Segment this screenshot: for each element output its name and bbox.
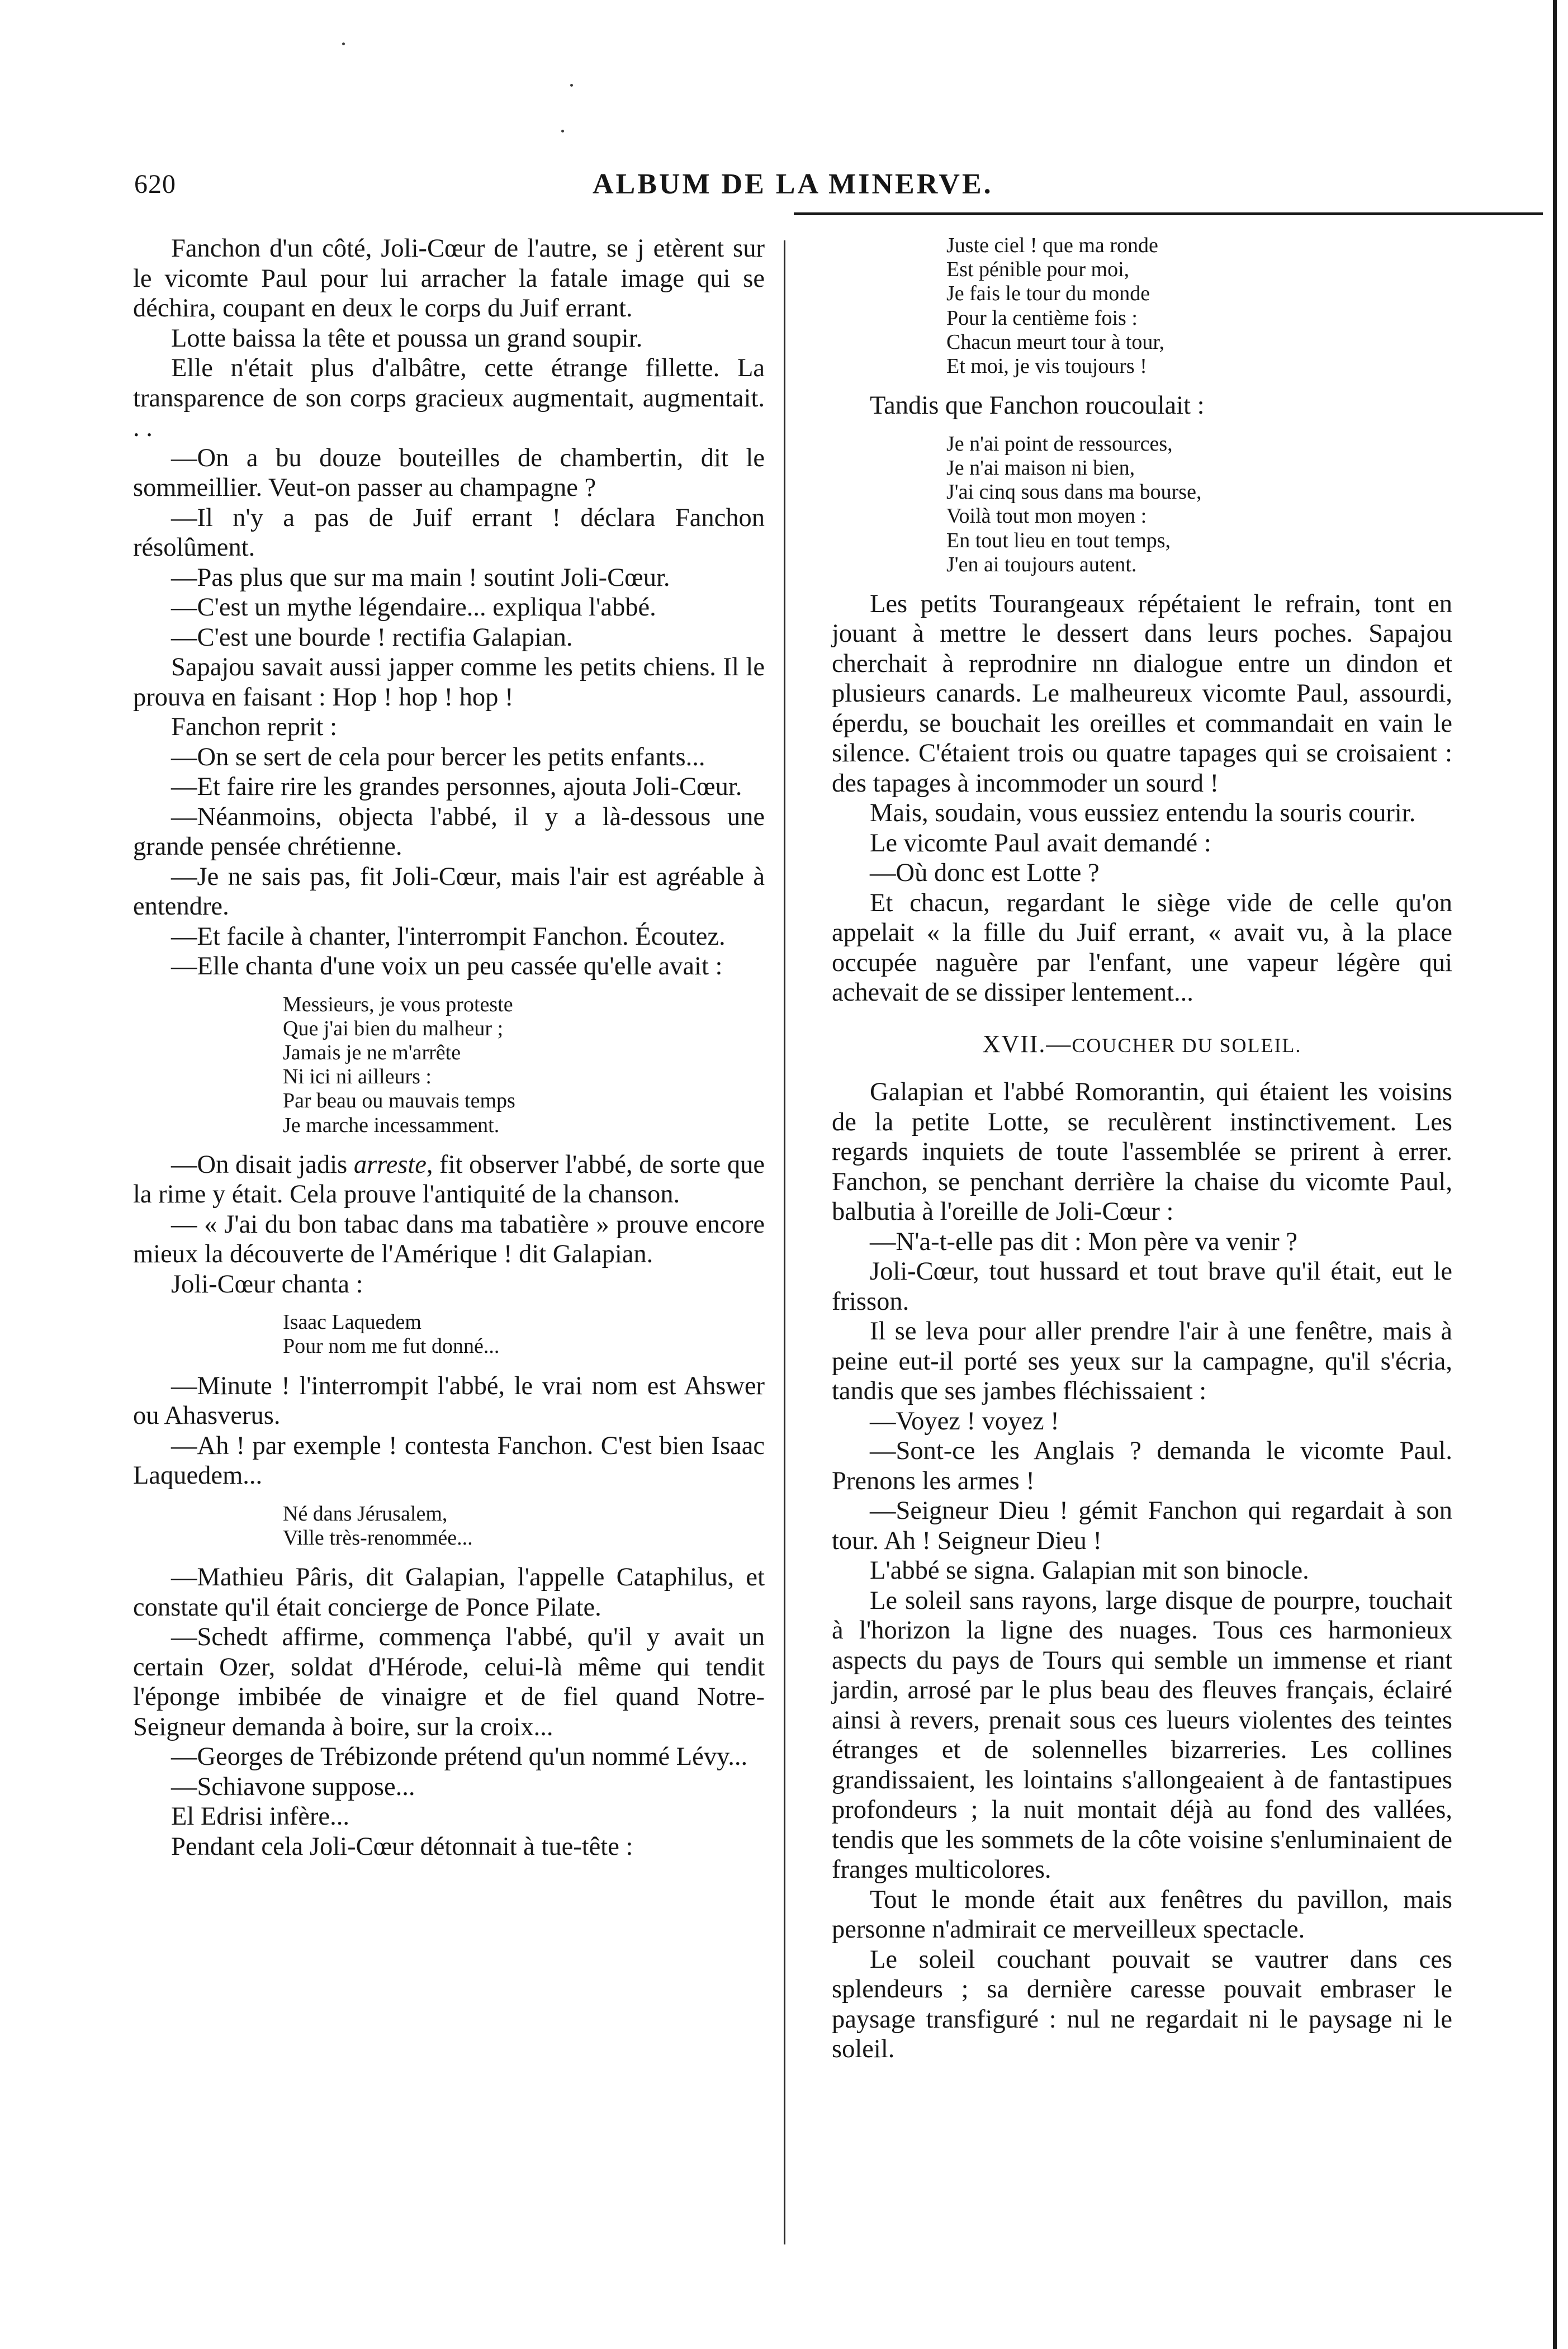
verse-line: Ville très-renommée... [283, 1526, 473, 1550]
verse-line: J'ai cinq sous dans ma bourse, [946, 480, 1202, 504]
song-verse [832, 234, 1452, 378]
paragraph: —Sont-ce les Anglais ? demanda le vicomte Paul. Prenons les armes ! [832, 1437, 1452, 1495]
paragraph: —Schedt affirme, commença l'abbé, qu'il y avait un certain Ozer, soldat d'Hérode, celui-là même qui tendit l'éponge imbibée de vinaigre et de fiel quand Notre-Seigneur demanda à boire, sur la croix... [133, 1623, 765, 1741]
paragraph: —N'a-t-elle pas dit : Mon père va venir ? [870, 1227, 1298, 1256]
ink-speck [342, 42, 345, 45]
verse-line: Pour nom me fut donné... [283, 1334, 500, 1358]
text-run: —On disait jadis [171, 1150, 354, 1179]
paragraph: Il se leva pour aller prendre l'air à une fenêtre, mais à peine eut-il porté ses yeux sur la campagne, qu'il s'écria, tandis que ses jambes fléchissaient : [832, 1317, 1452, 1406]
paragraph: —Néanmoins, objecta l'abbé, il y a là-dessous une grande pensée chrétienne. [133, 802, 765, 861]
paragraph: Fanchon d'un côté, Joli-Cœur de l'autre, se j etèrent sur le vicomte Paul pour lui arracher la fatale image qui se déchira, coupant en deux le corps du Juif errant. [133, 234, 765, 323]
paragraph: —Minute ! l'interrompit l'abbé, le vrai nom est Ahswer ou Ahasverus. [133, 1371, 765, 1431]
paragraph [133, 1150, 765, 1210]
verse-line: En tout lieu en tout temps, [946, 528, 1171, 552]
page-edge-rule [1553, 0, 1557, 2349]
verse-line: Pour la centième fois : [946, 306, 1138, 330]
paragraph: Joli-Cœur chanta : [171, 1270, 363, 1299]
paragraph: —Elle chanta d'une voix un peu cassée qu'elle avait : [171, 952, 723, 981]
text-run: , fit observer l'abbé, de sorte que la rime y était. Cela prouve l'antiquité de la chanson. [133, 1150, 765, 1209]
verse-line: Ni ici ni ailleurs : [283, 1065, 432, 1089]
paragraph: —Ah ! par exemple ! contesta Fanchon. C'est bien Isaac Laquedem... [133, 1431, 765, 1490]
paragraph: —Mathieu Pâris, dit Galapian, l'appelle Cataphilus, et constate qu'il était concierge de Ponce Pilate. [133, 1563, 765, 1622]
paragraph: —C'est une bourde ! rectifia Galapian. [171, 623, 573, 652]
song-verse [133, 993, 765, 1138]
verse-line: Né dans Jérusalem, [283, 1502, 448, 1526]
paragraph: Les petits Tourangeaux répétaient le refrain, tont en jouant à mettre le dessert dans leurs poches. Sapajou cherchait à reprodnire nn dialogue entre un dindon et plusieurs canards. Le malheureux vicomte Paul, assourdi, éperdu, se bouchait les oreilles et commandait en vain le silence. C'étaient trois ou quatre tapages qui se croisaient : des tapages à incommoder un sourd ! [832, 589, 1452, 798]
paragraph: —Voyez ! voyez ! [870, 1406, 1059, 1436]
paragraph: Galapian et l'abbé Romorantin, qui étaient les voisins de la petite Lotte, se reculèrent instinctivement. Les regards inquiets de toute l'assemblée se prirent à errer. Fanchon, se penchant derrière la chaise du vicomte Paul, balbutia à l'oreille de Joli-Cœur : [832, 1078, 1452, 1226]
section-title: COUCHER DU SOLEIL. [1072, 1034, 1302, 1057]
paragraph: —Georges de Trébizonde prétend qu'un nommé Lévy... [171, 1742, 748, 1772]
ink-speck [570, 84, 573, 87]
paragraph: Le soleil couchant pouvait se vautrer dans ces splendeurs ; sa dernière caresse pouvait embraser le paysage transfiguré : nul ne regardait ni le paysage ni le soleil. [832, 1945, 1452, 2064]
paragraph: —Seigneur Dieu ! gémit Fanchon qui regardait à son tour. Ah ! Seigneur Dieu ! [832, 1496, 1452, 1555]
song-verse [832, 432, 1452, 577]
verse-line: Juste ciel ! que ma ronde [946, 234, 1158, 257]
paragraph: Mais, soudain, vous eussiez entendu la souris courir. [870, 799, 1416, 828]
italic-word: arreste [353, 1150, 427, 1179]
paragraph: —Je ne sais pas, fit Joli-Cœur, mais l'air est agréable à entendre. [133, 862, 765, 921]
paragraph: — « J'ai du bon tabac dans ma tabatière » prouve encore mieux la découverte de l'Amérique ! dit Galapian. [133, 1210, 765, 1269]
verse-line: Et moi, je vis toujours ! [946, 354, 1147, 378]
paragraph: —Et faire rire les grandes personnes, ajouta Joli-Cœur. [171, 773, 742, 801]
paragraph: Le vicomte Paul avait demandé : [870, 828, 1211, 858]
verse-line: Je n'ai maison ni bien, [946, 456, 1135, 480]
verse-line: Est pénible pour moi, [946, 258, 1130, 282]
section-heading [832, 1029, 1452, 1061]
paragraph: El Edrisi infère... [171, 1802, 349, 1831]
paragraph: Pendant cela Joli-Cœur détonnait à tue-tête : [171, 1832, 633, 1861]
song-verse [133, 1310, 765, 1358]
paragraph: —Schiavone suppose... [171, 1772, 415, 1801]
header-rule [794, 212, 1543, 215]
verse-line: J'en ai toujours autent. [946, 552, 1137, 576]
paragraph: Le soleil sans rayons, large disque de pourpre, touchait à l'horizon la ligne des nuages. Tous ces harmonieux aspects du pays de Tours qui semble un immense et riant jardin, arrosé par le plus beau des fleuves français, éclairé ainsi à revers, prenait sous ces lueurs violentes des teintes étranges et de solennelles bizarreries. Les collines grandissaient, les lointains s'allongeaient à de fantastipues profondeurs ; la nuit montait déjà au fond des vallées, tendis que les sommets de la côte voisine s'enluminaient de franges multicolores. [832, 1586, 1452, 1884]
paragraph: Et chacun, regardant le siège vide de celle qu'on appelait « la fille du Juif errant, « avait vu, à la place occupée naguère par l'enfant, une vapeur légère qui achevait de se dissiper lentement... [832, 888, 1452, 1007]
verse-line: Je fais le tour du monde [946, 282, 1150, 306]
verse-line: Que j'ai bien du malheur ; [283, 1016, 504, 1040]
page-number: 620 [134, 169, 176, 199]
verse-line: Jamais je ne m'arrête [283, 1040, 461, 1064]
verse-line: Je n'ai point de ressources, [946, 432, 1173, 456]
paragraph: Lotte baissa la tête et poussa un grand soupir. [171, 324, 643, 353]
right-column [832, 234, 1452, 2064]
paragraph: —C'est un mythe légendaire... expliqua l'abbé. [171, 593, 656, 622]
paragraph: Joli-Cœur, tout hussard et tout brave qu'il était, eut le frisson. [832, 1257, 1452, 1316]
paragraph: —Il n'y a pas de Juif errant ! déclara Fanchon résolûment. [133, 503, 765, 562]
paragraph: Sapajou savait aussi japper comme les petits chiens. Il le prouva en faisant : Hop ! hop ! hop ! [133, 653, 765, 712]
paragraph: —On se sert de cela pour bercer les petits enfants... [171, 742, 705, 771]
ink-speck [561, 130, 564, 132]
paragraph: —Pas plus que sur ma main ! soutint Joli-Cœur. [171, 563, 670, 592]
paragraph: —Et facile à chanter, l'interrompit Fanchon. Écoutez. [171, 922, 726, 951]
verse-line: Je marche incessamment. [283, 1113, 500, 1137]
section-number: XVII.— [982, 1030, 1072, 1058]
column-divider [784, 240, 785, 2244]
verse-line: Chacun meurt tour à tour, [946, 330, 1164, 354]
verse-line: Par beau ou mauvais temps [283, 1089, 515, 1113]
paragraph: Elle n'était plus d'albâtre, cette étrange fillette. La transparence de son corps gracieux augmentait, augmentait. . . [133, 354, 765, 442]
paragraph: L'abbé se signa. Galapian mit son binocle. [870, 1556, 1309, 1585]
paragraph: —Où donc est Lotte ? [870, 859, 1100, 888]
verse-line: Isaac Laquedem [283, 1310, 421, 1334]
verse-line: Messieurs, je vous proteste [283, 992, 513, 1016]
running-title: ALBUM DE LA MINERVE. [593, 168, 993, 200]
verse-line: Voilà tout mon moyen : [946, 504, 1147, 528]
paragraph: Fanchon reprit : [171, 713, 338, 741]
paragraph: —On a bu douze bouteilles de chambertin, dit le sommeillier. Veut-on passer au champagne ? [133, 443, 765, 502]
song-verse [133, 1502, 765, 1550]
paragraph: Tout le monde était aux fenêtres du pavillon, mais personne n'admirait ce merveilleux spectacle. [832, 1885, 1452, 1944]
left-column [133, 234, 765, 1862]
paragraph: Tandis que Fanchon roucoulait : [870, 391, 1205, 420]
